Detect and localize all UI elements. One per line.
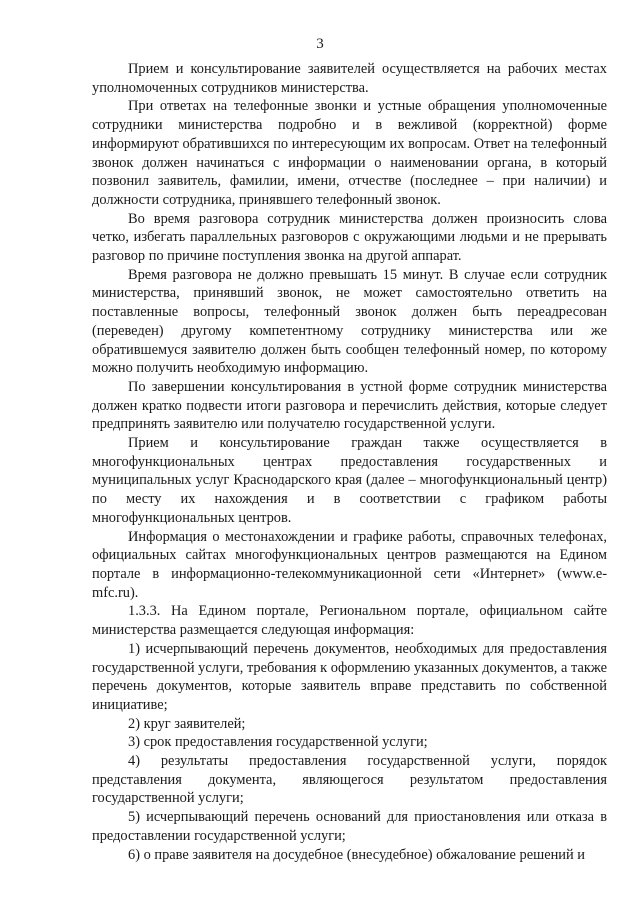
list-item: 6) о праве заявителя на досудебное (внесудебное) обжалование решений и xyxy=(128,846,585,863)
paragraph: 1.3.3. На Едином портале, Региональном портале, официальном сайте министерства размещается следующая информация: xyxy=(92,603,607,639)
list-item: 1) исчерпывающий перечень документов, необходимых для предоставления государственной услуги, требования к оформлению указанных документов, а также перечень документов, которые заявитель вправе представить по собственной инициативе; xyxy=(92,640,607,713)
list-item: 2) круг заявителей; xyxy=(128,715,246,732)
list-item: 5) исчерпывающий перечень оснований для приостановления или отказа в предоставлении государственной услуги; xyxy=(92,809,607,844)
paragraph: При ответах на телефонные звонки и устные обращения уполномоченные сотрудники министерства подробно и в вежливой (корректной) форме информируют обратившихся по интересующим их вопросам. Ответ на телефонный звонок должен начинаться с информации о наименовании органа, в который позвонил заявитель, фамилии, имени, отчестве (последнее – при наличии) и должности сотрудника, принявшего телефонный звонок. xyxy=(92,98,607,208)
paragraph: Прием и консультирование заявителей осуществляется на рабочих местах уполномоченных сотрудников министерства. xyxy=(92,61,607,96)
paragraph: Информация о местонахождении и графике работы, справочных телефонах, официальных сайтах многофункциональных центров размещаются на Едином портале в информационно-телекоммуникационной сети «Интернет» (www.e-mfc.ru). xyxy=(92,528,607,601)
list-item: 3) срок предоставления государственной услуги; xyxy=(128,734,428,751)
paragraph: Прием и консультирование граждан также осуществляется в многофункциональных центрах предоставления государственных и муниципальных услуг Краснодарского края (далее – многофункциональный центр) по месту их нахождения и в соответствии с графиком работы многофункциональных центров. xyxy=(92,435,607,526)
list-item: 4) результаты предоставления государственной услуги, порядок представления документа, являющегося результатом предоставления государственной услуги; xyxy=(92,753,607,807)
paragraph: По завершении консультирования в устной форме сотрудник министерства должен кратко подвести итоги разговора и перечислить действия, которые следует предпринять заявителю или получателю государственной услуги. xyxy=(92,378,607,433)
paragraph: Во время разговора сотрудник министерства должен произносить слова четко, избегать параллельных разговоров с окружающими людьми и не прерывать разговор по причине поступления звонка на другой аппарат. xyxy=(92,210,607,265)
paragraph: Время разговора не должно превышать 15 минут. В случае если сотрудник министерства, принявший звонок, не может самостоятельно ответить на поставленные вопросы, телефонный звонок должен быть переадресован (переведен) другому компетентному сотруднику министерства или же обратившемуся заявителю должен быть сообщен телефонный номер, по которому можно получить необходимую информацию. xyxy=(92,266,607,377)
page-number: 3 xyxy=(316,36,324,52)
document-body xyxy=(92,60,607,864)
